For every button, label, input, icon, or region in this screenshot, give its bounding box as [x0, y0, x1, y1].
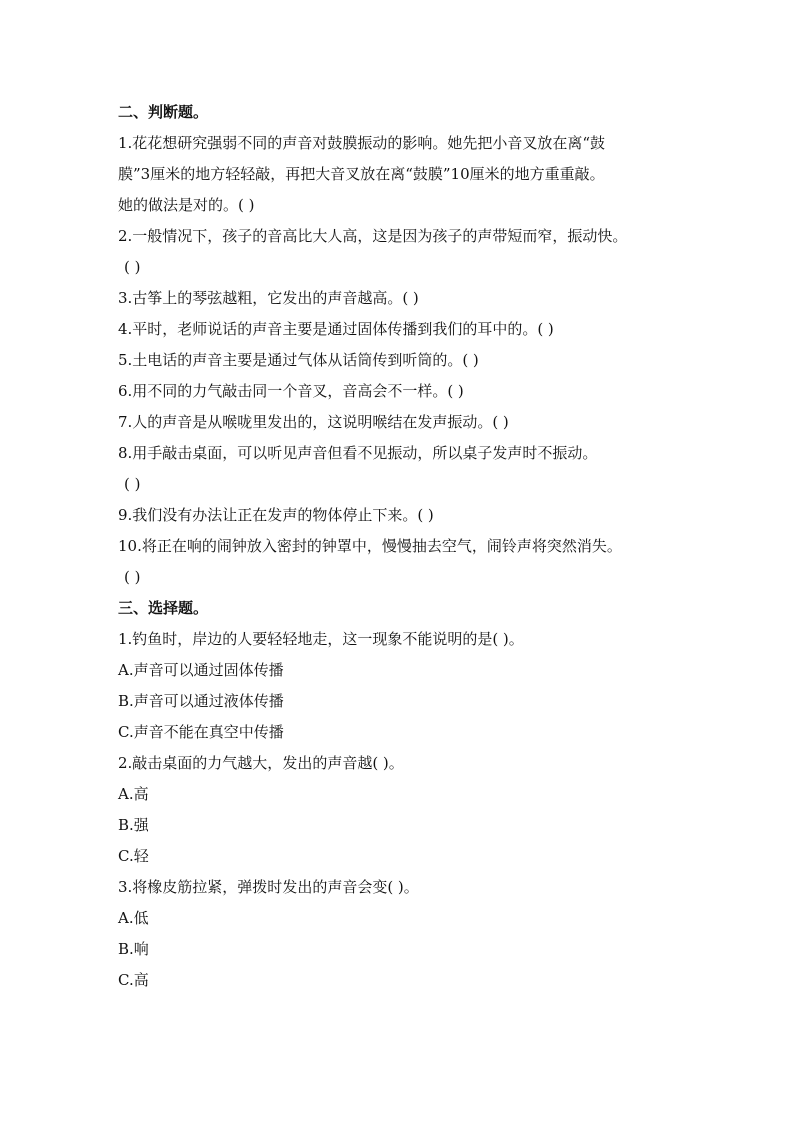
- choice-option: B.响: [118, 940, 149, 958]
- judgment-answer-blank: ( ): [124, 258, 141, 276]
- judgment-line: 7.人的声音是从喉咙里发出的，这说明喉结在发声振动。( ): [118, 413, 509, 431]
- judgment-answer-blank: ( ): [124, 568, 141, 586]
- judgment-line: 2.一般情况下，孩子的音高比大人高，这是因为孩子的声带短而窄，振动快。: [118, 227, 628, 245]
- judgment-line: 5.土电话的声音主要是通过气体从话筒传到听筒的。( ): [118, 351, 479, 369]
- judgment-line: 她的做法是对的。( ): [118, 196, 255, 214]
- judgment-line: 6.用不同的力气敲击同一个音叉，音高会不一样。( ): [118, 382, 464, 400]
- choice-option: B.声音可以通过液体传播: [118, 692, 284, 710]
- choice-option: C.轻: [118, 847, 149, 865]
- judgment-line: 8.用手敲击桌面，可以听见声音但看不见振动，所以桌子发声时不振动。: [118, 444, 598, 462]
- judgment-line: 膜”3厘米的地方轻轻敲，再把大音叉放在离“鼓膜”10厘米的地方重重敲。: [118, 165, 605, 183]
- section-title-choice: 三、选择题。: [118, 599, 209, 617]
- choice-question: 3.将橡皮筋拉紧，弹拨时发出的声音会变( )。: [118, 878, 419, 896]
- choice-question: 1.钓鱼时，岸边的人要轻轻地走，这一现象不能说明的是( )。: [118, 630, 524, 648]
- choice-option: A.高: [118, 785, 149, 803]
- choice-option: A.声音可以通过固体传播: [118, 661, 284, 679]
- choice-option: C.声音不能在真空中传播: [118, 723, 284, 741]
- section-title-judgment: 二、判断题。: [118, 103, 209, 121]
- judgment-line: 9.我们没有办法让正在发声的物体停止下来。( ): [118, 506, 434, 524]
- judgment-line: 10.将正在响的闹钟放入密封的钟罩中，慢慢抽去空气，闹铃声将突然消失。: [118, 537, 622, 555]
- judgment-answer-blank: ( ): [124, 475, 141, 493]
- choice-option: C.高: [118, 971, 149, 989]
- judgment-line: 4.平时，老师说话的声音主要是通过固体传播到我们的耳中的。( ): [118, 320, 554, 338]
- worksheet-page: [118, 97, 678, 996]
- choice-option: A.低: [118, 909, 149, 927]
- judgment-line: 1.花花想研究强弱不同的声音对鼓膜振动的影响。她先把小音叉放在离“鼓: [118, 134, 605, 152]
- choice-option: B.强: [118, 816, 149, 834]
- judgment-line: 3.古筝上的琴弦越粗，它发出的声音越高。( ): [118, 289, 419, 307]
- choice-question: 2.敲击桌面的力气越大，发出的声音越( )。: [118, 754, 404, 772]
